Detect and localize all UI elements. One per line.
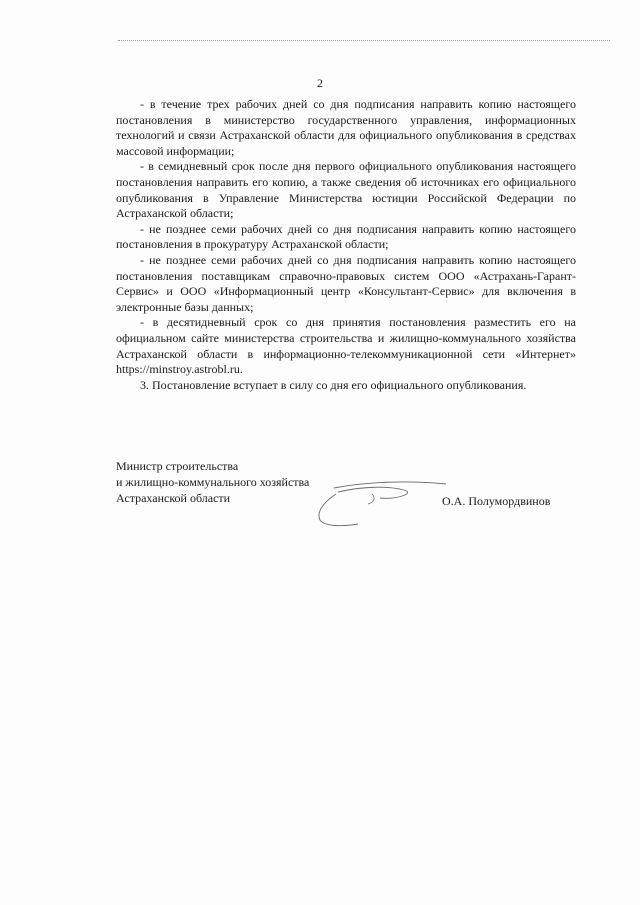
scan-edge-line (118, 40, 610, 41)
paragraph-legal-systems: - не позднее семи рабочих дней со дня подписания направить копию настоящего постановления поставщикам справочно-правовых систем ООО «Астрахань-Гарант-Сервис» и ООО «Информационный центр «Консультант-Сервис» для включения в электронные базы данных; (116, 252, 576, 314)
paragraph-website: - в десятидневный срок со дня принятия постановления разместить его на официальном сайте министерства строительства и жилищно-коммунального хозяйства Астраханской области в информационно-телекоммуникационной сети «Интернет» https://minstroy.astrobl.ru. (116, 315, 576, 377)
handwritten-signature (276, 472, 456, 532)
signer-name: О.А. Полумордвинов (442, 494, 551, 508)
signature-block (116, 458, 576, 528)
signer-title-line: и жилищно-коммунального хозяйства (116, 475, 310, 489)
signer-title-line: Астраханской области (116, 491, 231, 505)
paragraph-entry-into-force: 3. Постановление вступает в силу со дня его официального опубликования. (140, 377, 527, 392)
document-body (116, 97, 576, 393)
paragraph-publication-media: - в течение трех рабочих дней со дня подписания направить копию настоящего постановления в министерство государственного управления, информационных технологий и связи Астраханской области для официального опубликования в средствах массовой информации; (116, 97, 576, 158)
signer-title-line: Министр строительства (116, 459, 239, 473)
paragraph-prosecutor: - не позднее семи рабочих дней со дня подписания направить копию настоящего постановления в прокуратуру Астраханской области; (116, 221, 576, 252)
paragraph-ministry-of-justice: - в семидневный срок после дня первого официального опубликования настоящего постановления направить его копию, а также сведения об источниках его официального опубликования в Управление Министерства юстиции Российской Федерации по Астраханской области; (116, 159, 576, 221)
page-number: 2 (317, 76, 323, 90)
